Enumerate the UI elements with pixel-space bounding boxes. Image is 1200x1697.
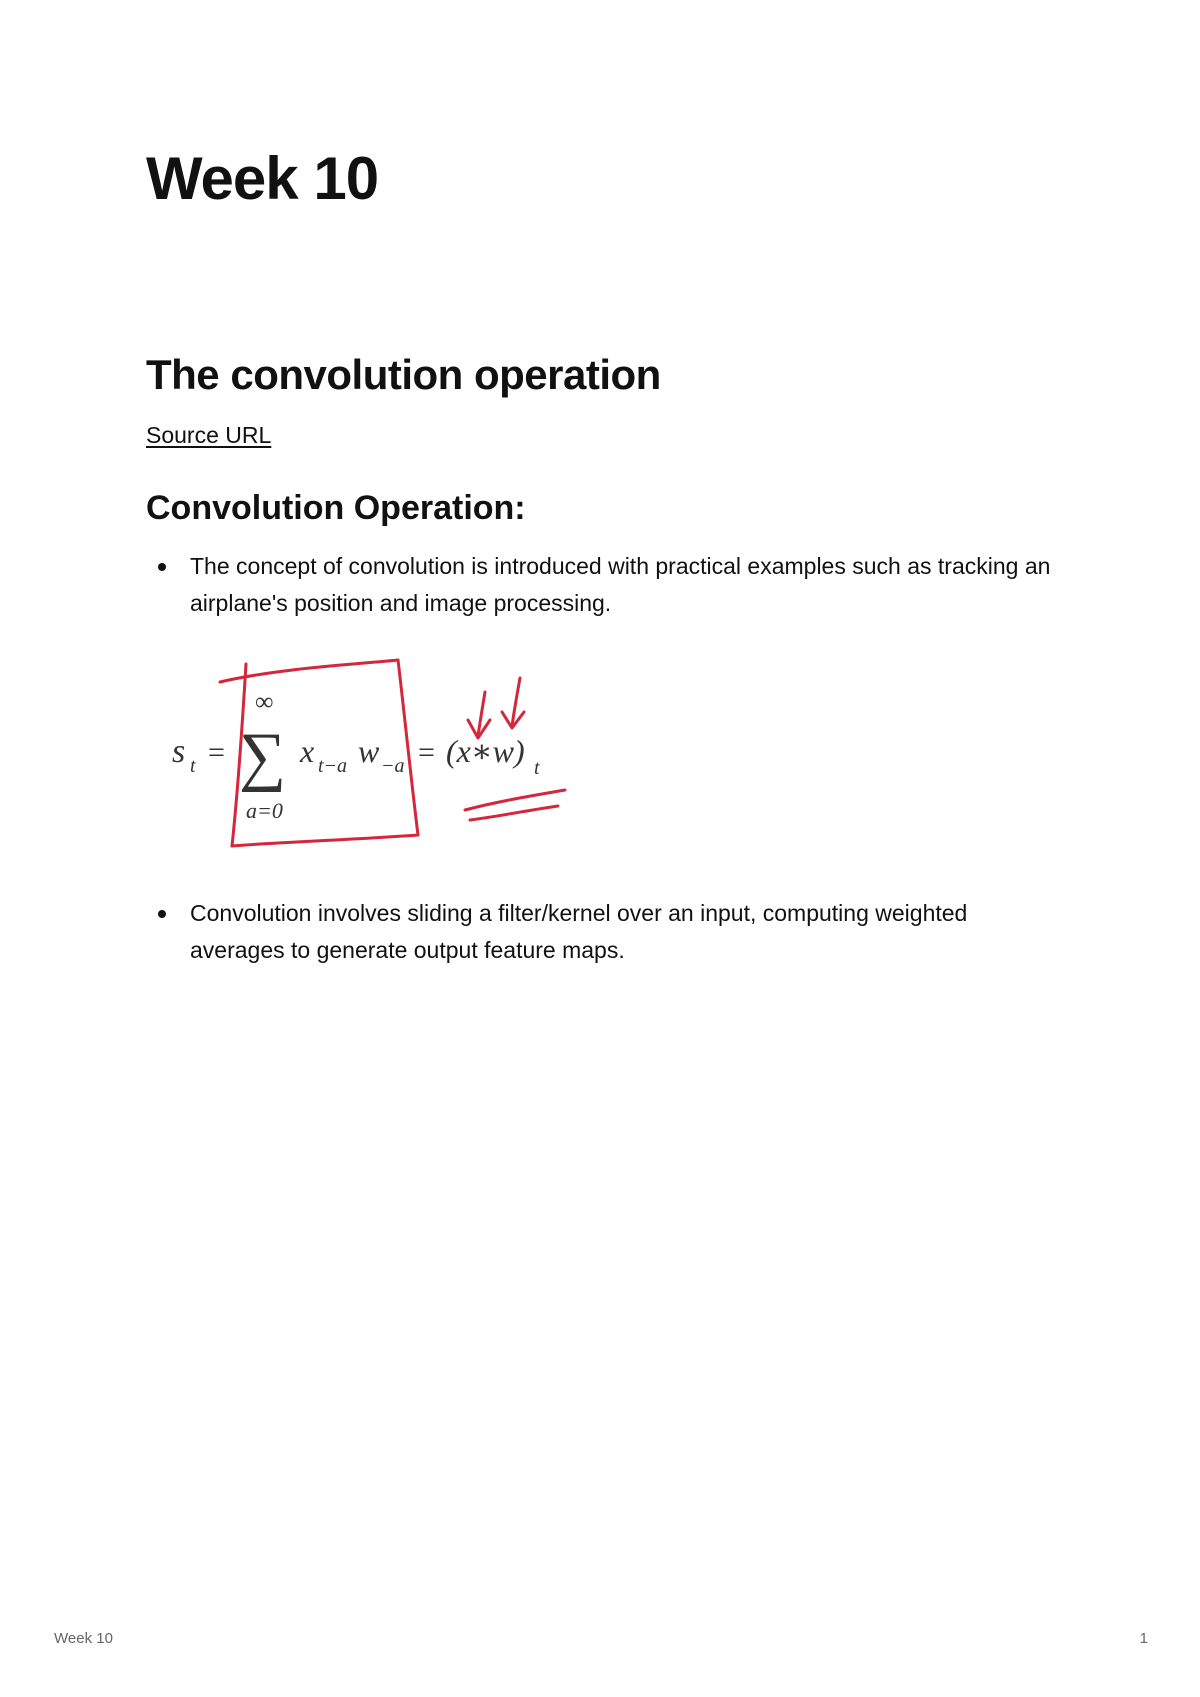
bullet-text: Convolution involves sliding a filter/kernel over an input, computing weighted averages to generate output feature maps. xyxy=(190,900,968,963)
source-url-link[interactable]: Source URL xyxy=(146,422,272,448)
annotation-box-right xyxy=(398,660,418,835)
section-title: The convolution operation xyxy=(146,351,661,398)
bullet-text: The concept of convolution is introduced with practical examples such as tracking an airplane's position and image processing. xyxy=(190,553,1051,616)
subsection-title: Convolution Operation: xyxy=(146,489,526,527)
list-item xyxy=(156,895,1056,969)
formula-sum-symbol: ∑ xyxy=(239,720,287,793)
formula-upper-limit: ∞ xyxy=(255,687,274,716)
list-item xyxy=(156,548,1056,622)
formula-image xyxy=(160,650,580,860)
formula-rhs: (x∗w) xyxy=(446,733,525,769)
formula-term-w-sub: −a xyxy=(381,755,405,777)
bullet-dot-icon xyxy=(158,563,166,571)
formula-lhs-sub: t xyxy=(190,755,196,777)
formula-equals-1: = xyxy=(208,736,225,769)
annotation-box-bottom xyxy=(232,835,418,846)
page-title: Week 10 xyxy=(146,145,379,212)
formula-lhs: s xyxy=(172,733,186,770)
formula-equals-2: = xyxy=(418,736,435,769)
formula-term-w: w xyxy=(358,733,380,769)
annotation-underline-2 xyxy=(470,806,558,820)
bullet-dot-icon xyxy=(158,910,166,918)
page-number: 1 xyxy=(1139,1630,1148,1647)
formula-lower-limit: a=0 xyxy=(246,798,283,823)
formula-term-x-sub: t−a xyxy=(318,755,348,777)
footer-title: Week 10 xyxy=(54,1630,113,1647)
formula-term-x: x xyxy=(300,733,315,769)
formula-rhs-sub: t xyxy=(534,757,540,779)
bullet-list xyxy=(156,548,1056,622)
bullet-list xyxy=(156,895,1056,969)
